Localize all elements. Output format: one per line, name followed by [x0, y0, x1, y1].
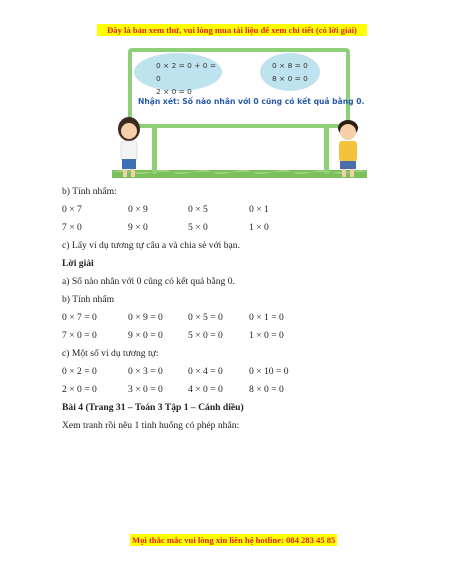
equation: 5 × 0 = 0	[188, 330, 223, 341]
bubble-right-line: 0 × 8 = 0	[272, 61, 308, 70]
expression: 0 × 5	[188, 204, 208, 215]
expression: 7 × 0	[62, 222, 82, 233]
equation: 0 × 9 = 0	[128, 312, 163, 323]
solution-b-title: b) Tính nhẩm	[62, 294, 115, 305]
equation: 0 × 1 = 0	[249, 312, 284, 323]
bai4-text: Xem tranh rồi nêu 1 tình huống có phép nhân:	[62, 420, 240, 431]
expression: 0 × 1	[249, 204, 269, 215]
equation: 9 × 0 = 0	[128, 330, 163, 341]
solution-a: a) Số nào nhân với 0 cũng có kết quả bằng 0.	[62, 276, 235, 287]
bubble-left-line: 2 × 0 = 0	[156, 87, 192, 96]
hotline-banner: Mọi thắc mắc vui lòng xin liên hệ hotline: 084 283 45 85	[132, 535, 336, 545]
solution-c-title: c) Một số ví dụ tương tự:	[62, 348, 159, 359]
equation: 2 × 0 = 0	[62, 384, 97, 395]
expression: 5 × 0	[188, 222, 208, 233]
equation: 3 × 0 = 0	[128, 384, 163, 395]
equation: 0 × 7 = 0	[62, 312, 97, 323]
equation: 0 × 3 = 0	[128, 366, 163, 377]
example-bubble-left	[134, 53, 222, 96]
equation: 0 × 2 = 0	[62, 366, 97, 377]
section-b-title: b) Tính nhẩm:	[62, 186, 117, 197]
equation: 0 × 5 = 0	[188, 312, 223, 323]
equation: 4 × 0 = 0	[188, 384, 223, 395]
expression: 9 × 0	[128, 222, 148, 233]
equation: 8 × 0 = 0	[249, 384, 284, 395]
example-bubble-right	[260, 53, 320, 91]
solution-heading: Lời giải	[62, 258, 94, 269]
expression: 1 × 0	[249, 222, 269, 233]
illustration-board-scene	[112, 43, 367, 178]
section-c-title: c) Lấy ví dụ tương tự câu a và chia sẻ với bạn.	[62, 240, 240, 251]
remark-text: Nhận xét: Số nào nhân với 0 cũng có kết quả bằng 0.	[138, 97, 365, 106]
bubble-right-line: 8 × 0 = 0	[272, 74, 308, 83]
equation: 7 × 0 = 0	[62, 330, 97, 341]
boy-character-icon	[330, 117, 366, 177]
girl-character-icon	[112, 115, 146, 177]
equation: 0 × 4 = 0	[188, 366, 223, 377]
expression: 0 × 7	[62, 204, 82, 215]
board-leg-right	[324, 128, 329, 174]
expression: 0 × 9	[128, 204, 148, 215]
equation: 1 × 0 = 0	[249, 330, 284, 341]
bubble-left-line: 0 × 2 = 0 + 0 = 0	[156, 61, 217, 83]
bai4-title: Bài 4 (Trang 31 – Toán 3 Tập 1 – Cánh diều)	[62, 402, 244, 413]
equation: 0 × 10 = 0	[249, 366, 289, 377]
board-leg-left	[152, 128, 157, 174]
preview-notice-banner: Đây là bản xem thử, vui lòng mua tài liệu để xem chi tiết (có lời giải)	[97, 24, 367, 36]
